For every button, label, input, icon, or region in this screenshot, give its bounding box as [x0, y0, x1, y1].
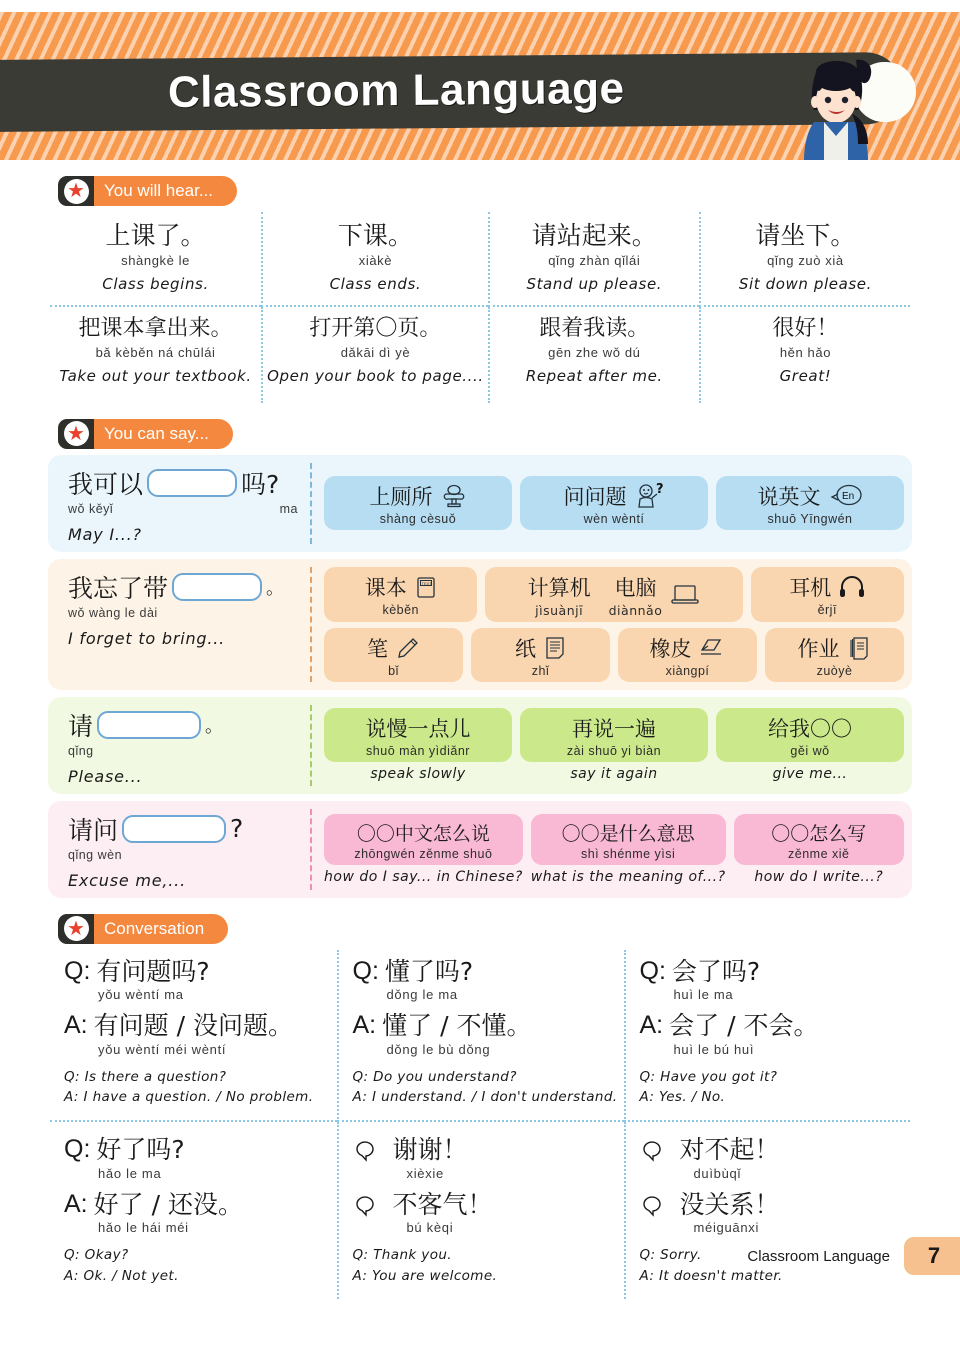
speech-bubble-icon	[640, 1138, 666, 1162]
hear-english: Open your book to page....	[267, 366, 484, 385]
chip-headphones[interactable]	[751, 567, 904, 622]
question-hanzi: 会了吗?	[671, 956, 761, 986]
you-will-hear-grid	[50, 212, 910, 403]
chip-hanzi: 〇〇怎么写	[771, 822, 867, 845]
hear-english: Great!	[779, 366, 832, 385]
question-tag: Q:	[64, 1135, 91, 1164]
star-icon: ★	[67, 180, 85, 202]
answer-hanzi: 不客气！	[392, 1189, 493, 1219]
headphones-icon	[839, 576, 865, 598]
question-hanzi: 有问题吗?	[96, 956, 210, 986]
chip-meaning-of[interactable]	[531, 814, 726, 865]
chip-toilet[interactable]	[324, 476, 512, 530]
chip-pinyin: shì shénme yìsi	[580, 846, 676, 861]
blank-input-excuse-me[interactable]	[122, 815, 226, 843]
hear-hanzi: 打开第〇页。	[309, 316, 442, 342]
chip-pinyin: zhōngwén zěnme shuō	[354, 846, 493, 861]
page-header-banner	[0, 12, 960, 160]
hear-hanzi: 请站起来。	[531, 221, 657, 250]
chip-caption: how do I write...?	[754, 868, 884, 885]
prompt-line	[68, 569, 302, 605]
chip-hanzi: 作业	[797, 636, 840, 661]
footer-title: Classroom Language	[747, 1247, 890, 1265]
question-translation: Q: Do you understand?	[352, 1068, 517, 1085]
answer-hanzi: 懂了 / 不懂。	[382, 1011, 532, 1040]
prompt-prefix: 我可以	[68, 469, 144, 499]
section-heading-you-will-hear	[58, 176, 237, 206]
chip-main	[758, 481, 863, 511]
conversation-cell	[337, 950, 624, 1123]
question-hanzi: 谢谢！	[392, 1135, 468, 1165]
chip-main	[789, 572, 865, 602]
prompt-please	[48, 697, 310, 794]
prompt-pinyin-left: qǐng wèn	[68, 847, 123, 862]
chip-caption: say it again	[570, 766, 658, 782]
hear-hanzi: 请坐下。	[755, 221, 856, 250]
chip-pinyin: gěi wǒ	[790, 744, 830, 758]
answer-translation: A: I understand. / I don't understand.	[352, 1089, 618, 1106]
chip-hanzi: 〇〇是什么意思	[561, 822, 695, 845]
prompt-may-i	[48, 455, 310, 552]
answer-tag: A:	[639, 1011, 664, 1039]
chip-hanzi: 再说一遍	[572, 717, 656, 741]
conversation-cell	[50, 1122, 337, 1299]
chip-main	[365, 572, 437, 602]
chip-caption: give me...	[772, 766, 848, 782]
chip-how-to-write[interactable]	[734, 814, 904, 865]
question-pinyin: dǒng le ma	[386, 987, 458, 1002]
prompt-suffix: ?	[230, 814, 244, 843]
chip-pen[interactable]	[324, 628, 463, 682]
star-badge	[58, 419, 94, 449]
blank-input-please[interactable]	[97, 711, 201, 739]
speech-bubble-icon	[640, 1193, 666, 1217]
question-pinyin: duìbùqǐ	[693, 1165, 742, 1181]
chip-hanzi: 笔	[367, 636, 388, 661]
hear-english: Take out your textbook.	[59, 366, 252, 385]
answer-line	[64, 1191, 331, 1219]
prompt-english: Please...	[68, 766, 143, 786]
svg-text:?: ?	[655, 482, 664, 497]
prompt-suffix: 。	[266, 577, 285, 599]
section-label-you-will-hear: You will hear...	[92, 176, 237, 206]
chip-pinyin: xiàngpí	[665, 663, 710, 678]
answer-pinyin: méiguānxi	[693, 1220, 760, 1236]
hear-hanzi: 把课本拿出来。	[78, 316, 233, 342]
question-line	[64, 958, 331, 986]
answer-translation: A: It doesn't matter.	[639, 1268, 783, 1285]
chip-pinyin: wèn wèntí	[583, 512, 645, 526]
chip-textbook[interactable]	[324, 567, 477, 622]
page-title: Classroom Language	[167, 64, 625, 117]
chip-row	[324, 567, 904, 622]
say-block-forget-to-bring	[48, 559, 912, 690]
speech-bubble-icon	[353, 1138, 379, 1162]
prompt-prefix: 请	[68, 711, 94, 741]
chip-main	[564, 481, 665, 511]
section-heading-conversation	[58, 914, 228, 944]
hear-cell	[50, 307, 261, 402]
page-number-tab: 7	[904, 1237, 960, 1275]
chip-hanzi: 橡皮	[649, 636, 692, 661]
question-translation: Q: Have you got it?	[639, 1068, 778, 1085]
chip-wrap	[324, 814, 523, 885]
question-line	[64, 1136, 331, 1164]
ask-question-icon	[635, 482, 665, 510]
chip-row	[324, 476, 904, 530]
chip-homework[interactable]	[765, 628, 904, 682]
chip-wrap	[716, 708, 904, 782]
answer-line	[353, 1012, 618, 1040]
chip-words	[528, 572, 663, 618]
chip-main	[798, 633, 872, 663]
chip-word	[609, 572, 663, 618]
answer-pinyin: yǒu wèntí méi wèntí	[98, 1041, 227, 1057]
chip-pinyin: shuō màn yìdiǎnr	[366, 744, 470, 758]
chip-pinyin: zhǐ	[531, 663, 550, 678]
answer-translation: A: Yes. / No.	[639, 1089, 726, 1106]
question-hanzi: 好了吗?	[96, 1135, 185, 1165]
question-hanzi: 懂了吗?	[384, 956, 474, 986]
chip-wrap	[520, 708, 708, 782]
english-bubble-icon	[829, 483, 863, 509]
speech-bubble-icon	[353, 1193, 379, 1217]
chip-say-again[interactable]	[520, 708, 708, 762]
question-tag: Q:	[639, 956, 666, 985]
answer-pinyin: hǎo le hái méi	[98, 1220, 189, 1236]
chip-ask-question[interactable]	[520, 476, 708, 530]
prompt-suffix: 吗?	[241, 469, 280, 499]
hear-cell	[261, 212, 488, 307]
chip-wrap	[531, 814, 726, 885]
conversation-cell	[50, 950, 337, 1123]
chip-pinyin: shuō Yīngwén	[767, 512, 853, 526]
star-badge	[58, 914, 94, 944]
star-ring	[64, 179, 89, 204]
answer-pinyin: huì le bú huì	[673, 1041, 755, 1057]
conversation-cell	[337, 1122, 624, 1299]
answer-hanzi: 没关系！	[679, 1189, 780, 1219]
chip-computer[interactable]	[485, 567, 742, 622]
answer-pinyin: dǒng le bù dǒng	[386, 1041, 491, 1057]
paper-icon	[544, 636, 566, 660]
chip-pinyin: bǐ	[388, 663, 399, 678]
chip-pinyin: zěnme xiě	[788, 846, 850, 861]
hear-cell	[488, 212, 699, 307]
star-badge	[58, 176, 94, 206]
chip-speak-english[interactable]	[716, 476, 904, 530]
chip-main	[367, 633, 420, 663]
chip-main	[515, 633, 566, 663]
question-tag: Q:	[64, 956, 91, 985]
hear-hanzi: 下课。	[337, 221, 413, 250]
section-heading-you-can-say	[58, 419, 233, 449]
chip-caption: speak slowly	[370, 766, 466, 782]
prompt-line	[68, 707, 302, 743]
laptop-icon	[670, 583, 700, 607]
hear-pinyin: qǐng zuò xià	[767, 253, 844, 269]
hear-pinyin: shàngkè le	[121, 253, 190, 269]
star-ring	[64, 916, 89, 941]
prompt-pinyin-right: ma	[279, 501, 298, 516]
hear-english: Stand up please.	[526, 275, 663, 294]
answer-line	[640, 1012, 905, 1040]
answer-line	[640, 1191, 905, 1219]
prompt-pinyin-left: qǐng	[68, 743, 94, 758]
chip-row	[324, 814, 904, 885]
pencil-icon	[396, 636, 420, 660]
hear-pinyin: qǐng zhàn qǐlái	[548, 253, 641, 269]
answer-hanzi: 有问题 / 没问题。	[93, 1011, 293, 1040]
chip-hanzi: 〇〇中文怎么说	[356, 822, 490, 845]
prompt-english: May I...?	[68, 524, 142, 544]
chip-hanzi: 问问题	[563, 485, 627, 509]
hear-pinyin: bǎ kèběn ná chūlái	[95, 344, 216, 360]
chip-area-may-i	[312, 455, 912, 552]
question-pinyin: xièxie	[406, 1165, 444, 1181]
prompt-excuse-me	[48, 801, 310, 898]
say-block-may-i	[48, 455, 912, 552]
prompt-pinyin-left: wǒ wàng le dài	[68, 605, 158, 620]
chip-wrap	[734, 814, 904, 885]
toilet-icon	[441, 483, 467, 509]
answer-line	[353, 1191, 618, 1219]
answer-translation: A: I have a question. / No problem.	[64, 1089, 314, 1106]
answer-hanzi: 好了 / 还没。	[93, 1189, 243, 1219]
chip-main	[370, 481, 467, 511]
question-pinyin: hǎo le ma	[98, 1165, 162, 1181]
prompt-line	[68, 811, 302, 847]
question-line	[353, 958, 618, 986]
hear-cell	[261, 307, 488, 402]
hear-hanzi: 跟着我读。	[539, 316, 650, 342]
star-icon: ★	[67, 422, 85, 445]
say-block-excuse-me	[48, 801, 912, 898]
prompt-english: I forget to bring...	[68, 628, 226, 648]
chip-paper[interactable]	[471, 628, 610, 682]
chip-pinyin: kèběn	[382, 603, 420, 617]
chip-hanzi: 说慢一点儿	[365, 717, 471, 741]
hear-english: Repeat after me.	[525, 366, 663, 385]
hear-english: Sit down please.	[738, 275, 872, 294]
chip-caption: how do I say... in Chinese?	[324, 868, 523, 885]
hear-pinyin: hěn hǎo	[779, 344, 832, 360]
prompt-pinyin-left: wǒ kěyǐ	[68, 501, 114, 516]
conversation-cell	[624, 950, 911, 1123]
hear-pinyin: gēn zhe wǒ dú	[548, 344, 641, 360]
prompt-suffix: 。	[205, 715, 224, 737]
hear-cell	[699, 307, 910, 402]
chip-speak-slowly[interactable]	[324, 708, 512, 762]
hear-cell	[488, 307, 699, 402]
chip-main	[528, 572, 701, 618]
hear-english: Class ends.	[329, 275, 422, 294]
question-translation: Q: Okay?	[64, 1247, 129, 1264]
girl-avatar-icon	[790, 52, 882, 160]
chip-row	[324, 708, 904, 782]
hear-hanzi: 上课了。	[105, 221, 206, 250]
hear-pinyin: dǎkāi dì yè	[340, 344, 411, 360]
question-tag: Q:	[352, 956, 379, 985]
chip-hanzi: 计算机	[527, 575, 591, 600]
chip-main	[650, 633, 726, 663]
answer-tag: A:	[64, 1189, 88, 1218]
prompt-prefix: 请问	[68, 815, 119, 845]
textbook-icon	[415, 575, 437, 599]
answer-pinyin: bú kèqi	[406, 1220, 454, 1236]
chip-give-me[interactable]	[716, 708, 904, 762]
eraser-icon	[700, 636, 726, 660]
prompt-line	[68, 465, 302, 501]
chip-pinyin-alt: diànnǎo	[608, 602, 663, 618]
chip-row	[324, 628, 904, 682]
chip-hanzi: 纸	[515, 636, 536, 661]
answer-line	[64, 1012, 331, 1040]
chip-pinyin: zài shuō yi biàn	[566, 744, 662, 758]
blank-input-may-i[interactable]	[147, 469, 237, 497]
question-pinyin: huì le ma	[673, 987, 734, 1002]
answer-hanzi: 会了 / 不会。	[669, 1011, 819, 1040]
answer-tag: A:	[352, 1011, 377, 1039]
chip-hanzi: 耳机	[789, 576, 832, 600]
chip-pinyin: shàng cèsuǒ	[379, 512, 457, 526]
chip-pinyin: ěrjī	[817, 603, 837, 617]
chip-pinyin: jìsuànjī	[535, 602, 584, 618]
hear-pinyin: xiàkè	[358, 253, 393, 269]
svg-text:En: En	[841, 491, 854, 502]
blank-input-forget[interactable]	[172, 573, 262, 601]
section-label-you-can-say: You can say...	[92, 419, 233, 449]
svg-text:TEXT: TEXT	[421, 580, 432, 586]
question-line	[353, 1136, 618, 1164]
hear-english: Class begins.	[102, 275, 209, 294]
homework-icon	[848, 636, 872, 660]
chip-pinyin: zuòyè	[816, 663, 853, 678]
question-hanzi: 对不起！	[679, 1135, 780, 1165]
chip-hanzi: 说英文	[757, 485, 821, 509]
star-icon: ★	[67, 917, 85, 940]
answer-translation: A: You are welcome.	[352, 1268, 498, 1285]
section-label-conversation: Conversation	[92, 914, 228, 944]
chip-how-to-say[interactable]	[324, 814, 523, 865]
answer-translation: A: Ok. / Not yet.	[64, 1268, 179, 1285]
star-ring	[64, 421, 89, 446]
hear-cell	[50, 212, 261, 307]
question-line	[640, 1136, 905, 1164]
prompt-english: Excuse me,...	[68, 870, 186, 890]
question-translation: Q: Is there a question?	[64, 1068, 227, 1085]
answer-tag: A:	[64, 1011, 88, 1039]
question-translation: Q: Thank you.	[352, 1247, 453, 1264]
hear-hanzi: 很好！	[772, 316, 839, 342]
chip-wrap	[324, 708, 512, 782]
chip-eraser[interactable]	[618, 628, 757, 682]
chip-hanzi: 上厕所	[369, 485, 433, 509]
chip-hanzi: 课本	[364, 576, 407, 600]
say-block-please	[48, 697, 912, 794]
chip-hanzi-alt: 电脑	[614, 575, 657, 600]
question-translation: Q: Sorry.	[639, 1247, 702, 1264]
chip-caption: what is the meaning of...?	[530, 868, 726, 885]
hear-cell	[699, 212, 910, 307]
prompt-forget-to-bring	[48, 559, 310, 690]
question-pinyin: yǒu wèntí ma	[98, 987, 184, 1002]
chip-area-forget	[312, 559, 912, 690]
question-line	[640, 958, 905, 986]
chip-area-excuse-me	[312, 801, 912, 898]
chip-area-please	[312, 697, 912, 794]
chip-hanzi: 给我〇〇	[768, 717, 852, 741]
prompt-prefix: 我忘了带	[68, 573, 169, 603]
chip-word	[528, 572, 591, 618]
page-footer	[747, 1237, 960, 1275]
